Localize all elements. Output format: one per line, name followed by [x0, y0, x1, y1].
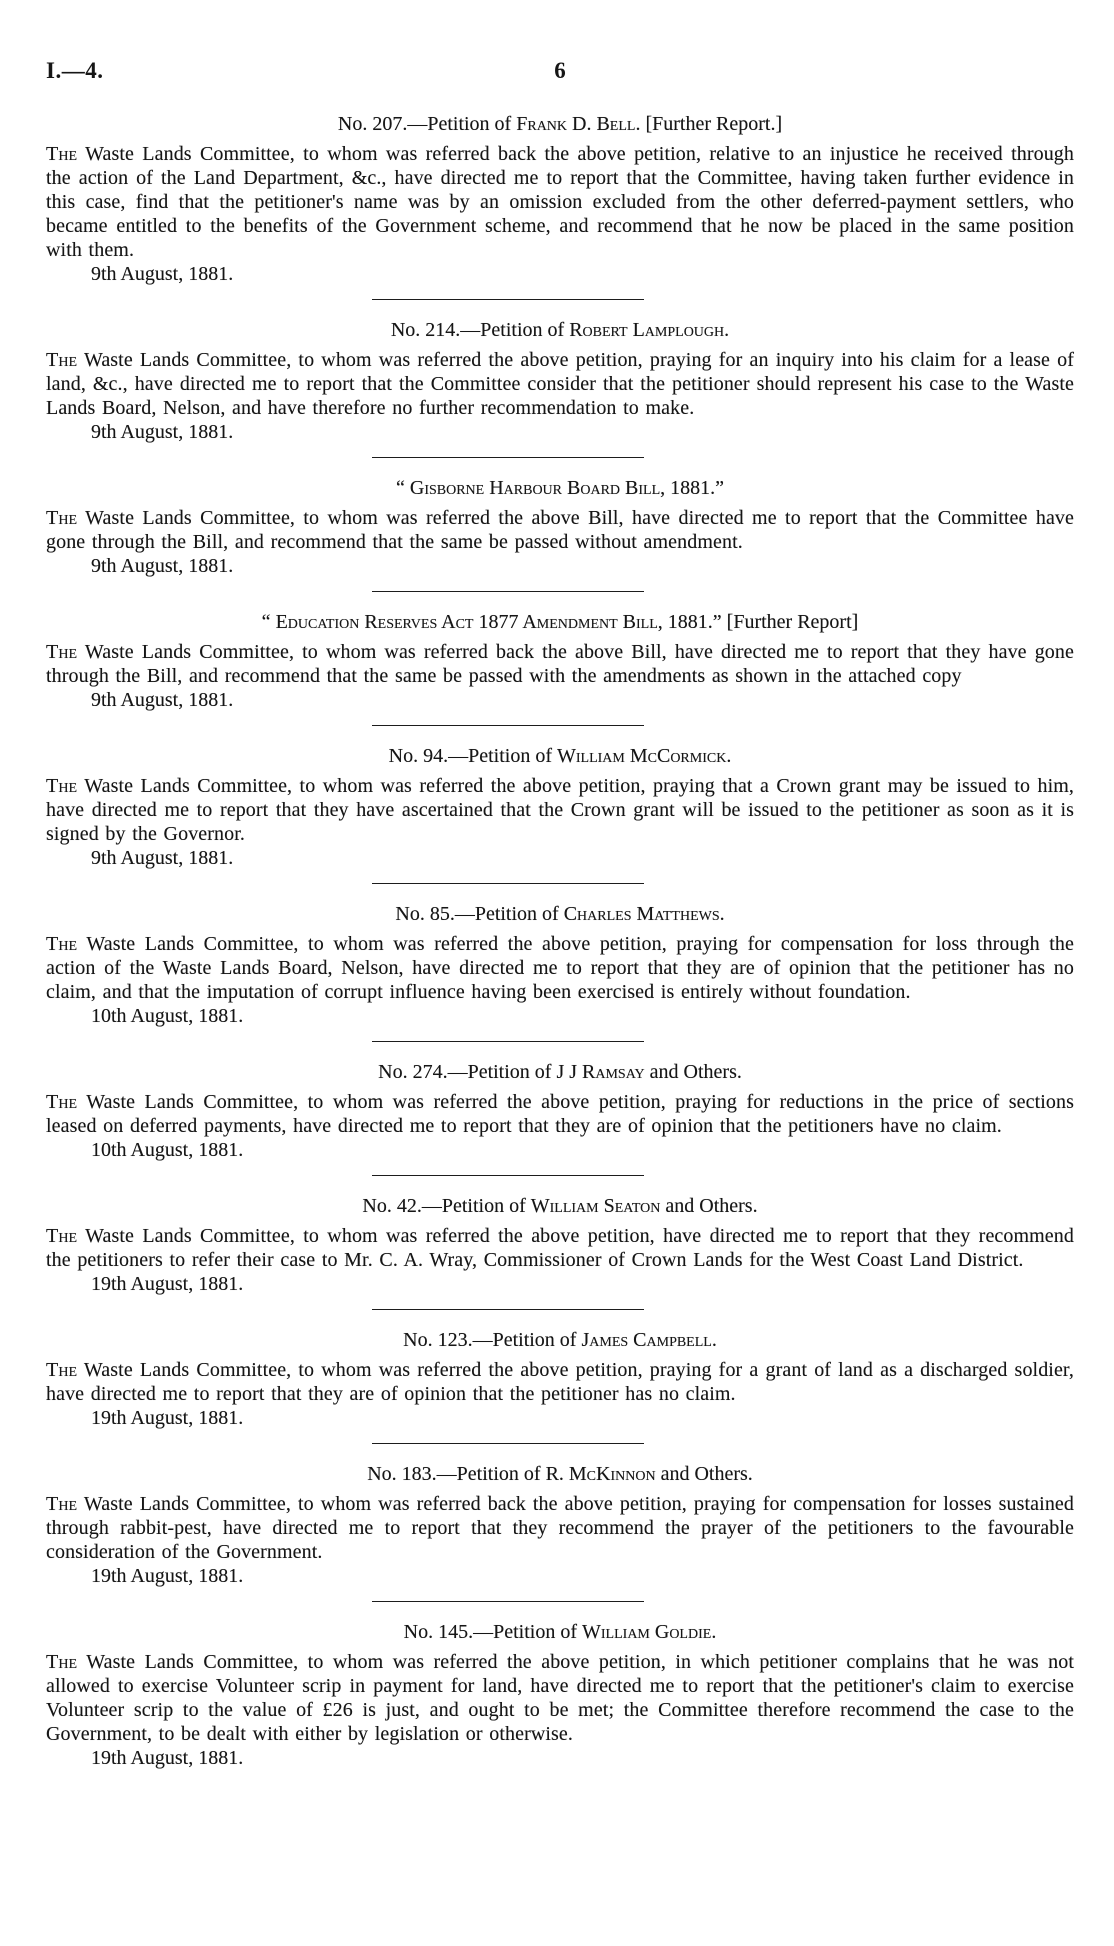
section-divider-rule	[372, 883, 644, 884]
section-heading	[46, 1060, 1074, 1085]
body-first-word: The	[46, 507, 78, 529]
section-date: 9th August, 1881.	[91, 421, 234, 443]
body-text: Waste Lands Committee, to whom was referred the above petition, praying for reductions in the price of sections leased on deferred payments, have directed me to report that they are of opinion that the petitioners have no claim.	[46, 1091, 1074, 1137]
section-divider-rule	[372, 591, 644, 592]
body-text: Waste Lands Committee, to whom was referred the above petition, praying for a grant of land as a discharged soldier, have directed me to report that they are of opinion that the petitioner has no claim.	[46, 1359, 1074, 1405]
section-divider-rule	[372, 1309, 644, 1310]
petitioner-name: Frank D. Bell	[516, 113, 636, 135]
paper-reference: I.—4.	[46, 58, 104, 83]
section-date: 9th August, 1881.	[91, 263, 234, 285]
heading-prefix: No. 214.—Petition of	[390, 319, 570, 341]
section-body	[46, 774, 1074, 846]
heading-suffix: .”	[710, 477, 725, 499]
heading-suffix: . [Further Report.]	[635, 113, 783, 135]
section-divider-rule	[372, 1175, 644, 1176]
petition-report-section	[46, 1328, 1074, 1444]
petition-report-section	[46, 476, 1074, 592]
section-body	[46, 640, 1074, 688]
section-body	[46, 142, 1074, 262]
section-date: 9th August, 1881.	[91, 689, 234, 711]
section-heading	[46, 610, 1074, 635]
section-heading	[46, 318, 1074, 343]
heading-suffix: .	[711, 1621, 717, 1643]
heading-suffix: and Others.	[644, 1061, 742, 1083]
body-text: Waste Lands Committee, to whom was referred the above petition, praying for an inquiry into his claim for a lease of land, &c., have directed me to report that the Committee consider that the petitioner should represent his case to the Waste Lands Board, Nelson, and have therefore no further recommendation to make.	[46, 349, 1074, 419]
section-divider-rule	[372, 1041, 644, 1042]
section-divider-rule	[372, 457, 644, 458]
petitioner-name: Gisborne Harbour Board Bill, 1881	[409, 477, 711, 499]
body-text: Waste Lands Committee, to whom was referred back the above Bill, have directed me to report that they have gone through the Bill, and recommend that the same be passed with the amendments as shown in the attached copy	[46, 641, 1074, 687]
body-text: Waste Lands Committee, to whom was referred back the above petition, praying for compensation for losses sustained through rabbit-pest, have directed me to report that they recommend the prayer of the petitioners to the favourable consideration of the Government.	[46, 1493, 1074, 1563]
section-date: 19th August, 1881.	[91, 1407, 244, 1429]
body-first-word: The	[46, 1091, 78, 1113]
section-date: 19th August, 1881.	[91, 1747, 244, 1769]
body-text: Waste Lands Committee, to whom was referred the above petition, in which petitioner complains that he was not allowed to exercise Volunteer scrip in payment for land, have directed me to report that the petitioner's claim to exercise Volunteer scrip to the value of £26 is just, and ought to be met; the Committee therefore recommend the case to the Government, to be dealt with either by legislation or otherwise.	[46, 1651, 1074, 1745]
petitioner-name: Robert Lamplough	[569, 319, 725, 341]
heading-prefix: No. 207.—Petition of	[337, 113, 517, 135]
report-sections	[46, 112, 1074, 1770]
heading-suffix: and Others.	[660, 1195, 758, 1217]
section-divider-rule	[372, 725, 644, 726]
section-heading	[46, 476, 1074, 501]
petition-report-section	[46, 1462, 1074, 1602]
section-heading	[46, 1462, 1074, 1487]
petitioner-name: Education Reserves Act 1877 Amendment Bill, 1881	[275, 611, 708, 633]
section-heading	[46, 1194, 1074, 1219]
heading-suffix: .	[711, 1329, 717, 1351]
heading-suffix: .	[724, 319, 730, 341]
body-first-word: The	[46, 143, 78, 165]
body-first-word: The	[46, 349, 78, 371]
petition-report-section	[46, 1620, 1074, 1770]
petitioner-name: R. McKinnon	[545, 1463, 656, 1485]
section-heading	[46, 1328, 1074, 1353]
petitioner-name: William Seaton	[530, 1195, 661, 1217]
body-text: Waste Lands Committee, to whom was referred the above petition, praying that a Crown grant may be issued to him, have directed me to report that they have ascertained that the Crown grant will be issued to the petitioner as soon as it is signed by the Governor.	[46, 775, 1074, 845]
section-body	[46, 1358, 1074, 1406]
petition-report-section	[46, 112, 1074, 300]
petition-report-section	[46, 1060, 1074, 1176]
body-first-word: The	[46, 933, 78, 955]
petition-report-section	[46, 902, 1074, 1042]
body-first-word: The	[46, 1359, 78, 1381]
section-date: 10th August, 1881.	[91, 1005, 244, 1027]
section-heading	[46, 744, 1074, 769]
page-number: 6	[554, 58, 566, 83]
heading-suffix: .	[726, 745, 732, 767]
section-date: 9th August, 1881.	[91, 847, 234, 869]
petitioner-name: William McCormick	[557, 745, 727, 767]
section-divider-rule	[372, 299, 644, 300]
section-divider-rule	[372, 1601, 644, 1602]
body-first-word: The	[46, 1493, 78, 1515]
heading-prefix: No. 145.—Petition of	[403, 1621, 583, 1643]
heading-prefix: “	[395, 477, 410, 499]
body-text: Waste Lands Committee, to whom was referred the above Bill, have directed me to report that the Committee have gone through the Bill, and recommend that the same be passed without amendment.	[46, 507, 1074, 553]
petitioner-name: William Goldie	[582, 1621, 712, 1643]
body-first-word: The	[46, 641, 78, 663]
heading-prefix: No. 85.—Petition of	[395, 903, 564, 925]
section-body	[46, 1492, 1074, 1564]
page-header	[46, 58, 1074, 92]
heading-prefix: No. 123.—Petition of	[403, 1329, 582, 1351]
section-body	[46, 1090, 1074, 1138]
section-divider-rule	[372, 1443, 644, 1444]
section-heading	[46, 1620, 1074, 1645]
section-body	[46, 1224, 1074, 1272]
section-body	[46, 1650, 1074, 1746]
section-date: 10th August, 1881.	[91, 1139, 244, 1161]
section-body	[46, 506, 1074, 554]
petition-report-section	[46, 318, 1074, 458]
section-date: 19th August, 1881.	[91, 1565, 244, 1587]
heading-prefix: No. 42.—Petition of	[362, 1195, 531, 1217]
body-first-word: The	[46, 1651, 78, 1673]
petitioner-name: James Campbell	[581, 1329, 712, 1351]
body-text: Waste Lands Committee, to whom was referred back the above petition, relative to an injustice he received through the action of the Land Department, &c., have directed me to report that the Committee, having taken further evidence in this case, find that the petitioner's name was by an omission excluded from the other deferred-payment settlers, who became entitled to the benefits of the Government scheme, and recommend that he now be placed in the same position with them.	[46, 143, 1074, 261]
heading-prefix: “	[261, 611, 276, 633]
section-body	[46, 932, 1074, 1004]
petition-report-section	[46, 1194, 1074, 1310]
petition-report-section	[46, 744, 1074, 884]
heading-suffix: and Others.	[655, 1463, 753, 1485]
heading-prefix: No. 183.—Petition of	[367, 1463, 546, 1485]
section-date: 9th August, 1881.	[91, 555, 234, 577]
body-text: Waste Lands Committee, to whom was referred the above petition, have directed me to report that they recommend the petitioners to refer their case to Mr. C. A. Wray, Commissioner of Crown Lands for the West Coast Land District.	[46, 1225, 1074, 1271]
heading-prefix: No. 274.—Petition of	[378, 1061, 557, 1083]
petitioner-name: J J Ramsay	[556, 1061, 645, 1083]
section-heading	[46, 902, 1074, 927]
section-body	[46, 348, 1074, 420]
heading-suffix: .” [Further Report]	[707, 611, 859, 633]
heading-prefix: No. 94.—Petition of	[388, 745, 557, 767]
body-first-word: The	[46, 1225, 78, 1247]
heading-suffix: .	[719, 903, 725, 925]
petition-report-section	[46, 610, 1074, 726]
body-text: Waste Lands Committee, to whom was referred the above petition, praying for compensation for loss through the action of the Waste Lands Board, Nelson, have directed me to report that they are of opinion that the petitioner has no claim, and that the imputation of corrupt influence having been exercised is entirely without foundation.	[46, 933, 1074, 1003]
section-heading	[46, 112, 1074, 137]
petitioner-name: Charles Matthews	[563, 903, 720, 925]
section-date: 19th August, 1881.	[91, 1273, 244, 1295]
body-first-word: The	[46, 775, 78, 797]
